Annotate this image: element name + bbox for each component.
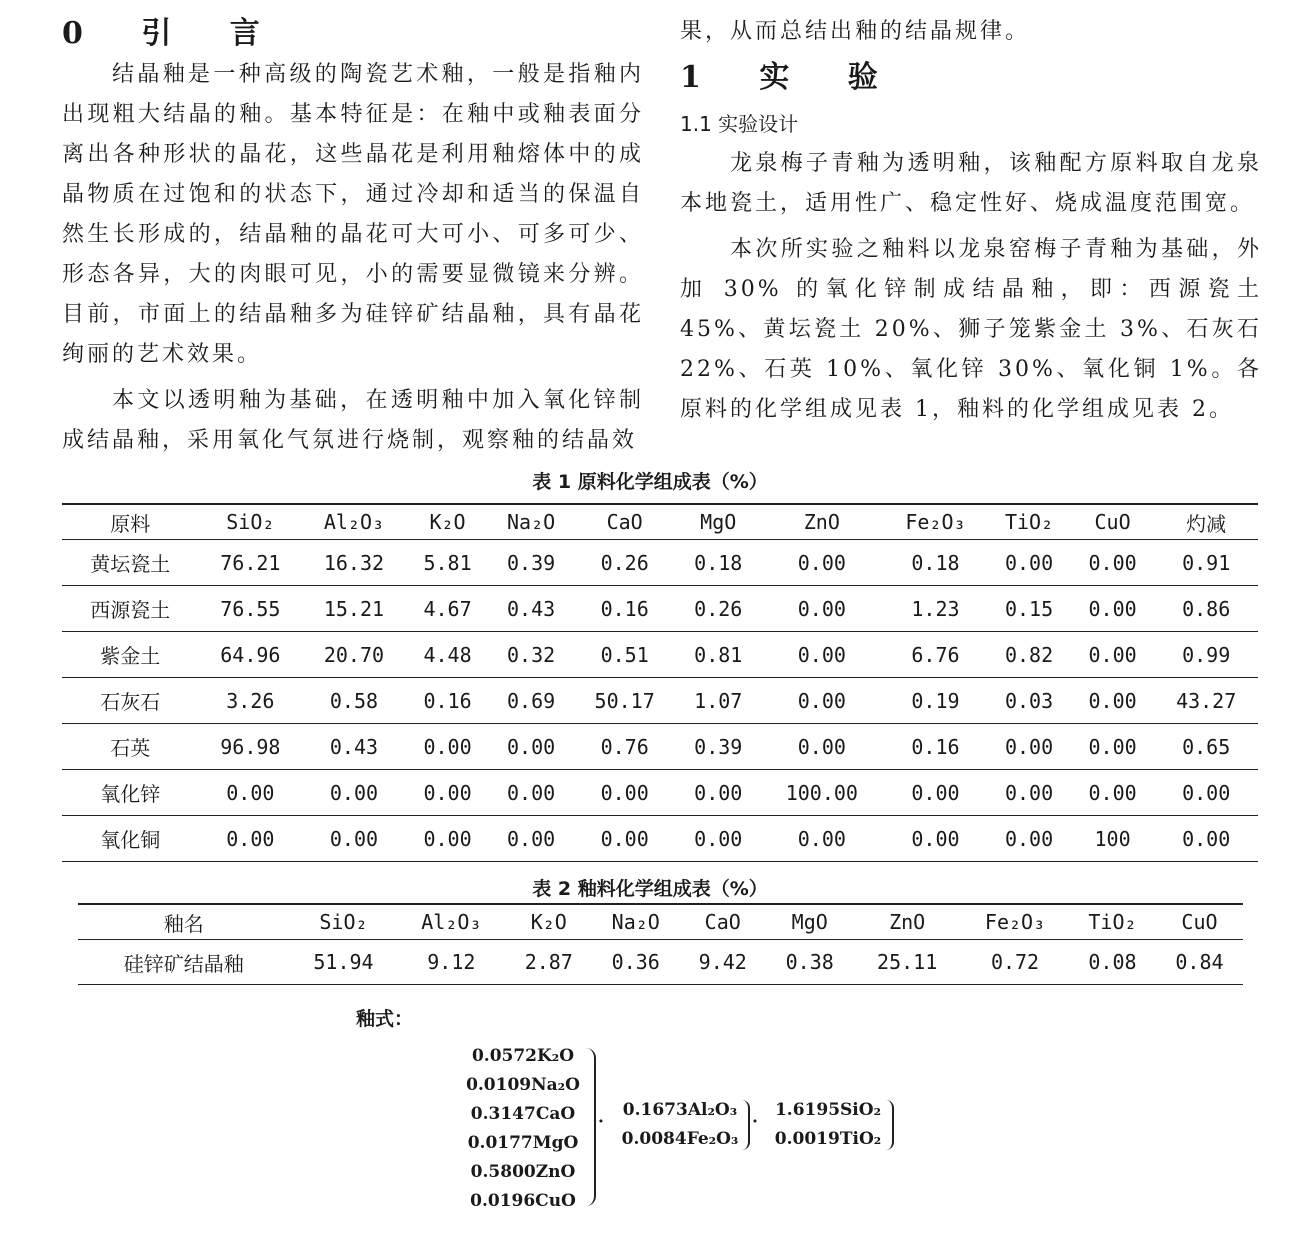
row-label: 氧化铜 <box>62 816 199 862</box>
row-label: 石英 <box>62 724 199 770</box>
table-cell: 0.65 <box>1154 724 1258 770</box>
experiment-paragraph-2: 本次所实验之釉料以龙泉窑梅子青釉为基础，外加 30% 的氧化锌制成结晶釉，即：西源瓷土 45%、黄坛瓷土 20%、狮子笼紫金土 3%、石灰石 22%、石英 10%、氧化锌 30%、氧化铜 1%。各原料的化学组成见表 1，釉料的化学组成见表 2。 <box>680 237 1262 422</box>
table-row <box>62 540 1258 586</box>
column-header: TiO₂ <box>1069 904 1156 940</box>
section-heading-intro: 0 引 言 <box>62 16 284 51</box>
table-row <box>62 586 1258 632</box>
table-cell: 15.21 <box>302 586 406 632</box>
table-cell: 0.00 <box>302 816 406 862</box>
table-raw-materials <box>62 503 1258 862</box>
table-cell: 0.76 <box>573 724 677 770</box>
table-cell: 4.67 <box>406 586 490 632</box>
table-cell: 0.00 <box>1071 632 1155 678</box>
formula-dot-2: · <box>752 1112 758 1132</box>
formula-term: 1.6195SiO₂ <box>774 1100 882 1120</box>
table-cell: 76.21 <box>199 540 303 586</box>
formula-term: 0.1673Al₂O₃ <box>622 1100 738 1120</box>
table-cell: 25.11 <box>853 940 961 985</box>
table-cell: 0.00 <box>987 816 1071 862</box>
formula-ro-group <box>458 1042 588 1216</box>
table-cell: 0.91 <box>1154 540 1258 586</box>
table-row <box>62 770 1258 816</box>
table-cell: 0.36 <box>592 940 679 985</box>
column-header: CaO <box>573 504 677 540</box>
formula-term: 0.5800ZnO <box>470 1162 576 1182</box>
table-cell: 0.00 <box>884 816 988 862</box>
table-cell: 0.32 <box>489 632 573 678</box>
table-cell: 6.76 <box>884 632 988 678</box>
formula-term: 0.0177MgO <box>467 1133 579 1153</box>
table-cell: 0.00 <box>489 770 573 816</box>
column-header: 釉名 <box>78 904 290 940</box>
column-header: Na₂O <box>592 904 679 940</box>
table-row <box>62 724 1258 770</box>
table-cell: 76.55 <box>199 586 303 632</box>
column-header: ZnO <box>853 904 961 940</box>
table-row <box>62 632 1258 678</box>
table1-caption: 表 1 原料化学组成表（%） <box>532 471 768 493</box>
row-label: 石灰石 <box>62 678 199 724</box>
table-cell: 0.39 <box>676 724 760 770</box>
column-header: Al₂O₃ <box>397 904 505 940</box>
formula-label: 釉式： <box>356 1008 414 1030</box>
table-cell: 0.51 <box>573 632 677 678</box>
table-cell: 0.00 <box>676 816 760 862</box>
table-cell: 0.39 <box>489 540 573 586</box>
formula-ro2-group <box>768 1096 888 1154</box>
formula-term: 0.0019TiO₂ <box>774 1129 882 1149</box>
table-cell: 1.07 <box>676 678 760 724</box>
formula-r2o3-group <box>612 1096 748 1154</box>
brace-ro <box>586 1048 596 1206</box>
section-heading-experiment: 1 实 验 <box>680 60 902 95</box>
table-cell: 0.00 <box>199 816 303 862</box>
table-row <box>78 940 1243 985</box>
table-cell: 0.00 <box>1071 540 1155 586</box>
table-cell: 43.27 <box>1154 678 1258 724</box>
table-cell: 0.00 <box>489 816 573 862</box>
table-cell: 0.00 <box>302 770 406 816</box>
table-cell: 0.00 <box>406 816 490 862</box>
column-header: SiO₂ <box>199 504 303 540</box>
table-cell: 0.38 <box>766 940 853 985</box>
column-header: ZnO <box>760 504 884 540</box>
table-cell: 0.00 <box>573 816 677 862</box>
table-cell: 0.00 <box>760 632 884 678</box>
table-cell: 0.03 <box>987 678 1071 724</box>
formula-term: 0.3147CaO <box>470 1104 576 1124</box>
table-cell: 100.00 <box>760 770 884 816</box>
column-header: TiO₂ <box>987 504 1071 540</box>
table-cell: 3.26 <box>199 678 303 724</box>
table-cell: 0.00 <box>676 770 760 816</box>
table-cell: 0.43 <box>302 724 406 770</box>
column-header: K₂O <box>505 904 592 940</box>
column-header: Fe₂O₃ <box>884 504 988 540</box>
table-cell: 0.18 <box>676 540 760 586</box>
table-cell: 16.32 <box>302 540 406 586</box>
table-cell: 1.23 <box>884 586 988 632</box>
table-cell: 4.48 <box>406 632 490 678</box>
table-cell: 0.00 <box>760 678 884 724</box>
table-cell: 0.81 <box>676 632 760 678</box>
table-cell: 0.16 <box>884 724 988 770</box>
table-cell: 0.26 <box>676 586 760 632</box>
intro-paragraph-2-continued: 果，从而总结出釉的结晶规律。 <box>680 19 1031 44</box>
table-cell: 5.81 <box>406 540 490 586</box>
table-cell: 0.00 <box>884 770 988 816</box>
formula-term: 0.0196CuO <box>470 1191 576 1211</box>
table-cell: 0.00 <box>1154 816 1258 862</box>
brace-r2o3 <box>742 1100 750 1150</box>
brace-ro2 <box>886 1100 894 1150</box>
table-cell: 0.00 <box>760 540 884 586</box>
table-cell: 51.94 <box>290 940 398 985</box>
column-header: 原料 <box>62 504 199 540</box>
column-header: CuO <box>1071 504 1155 540</box>
table-cell: 100 <box>1071 816 1155 862</box>
column-header: SiO₂ <box>290 904 398 940</box>
column-header: Na₂O <box>489 504 573 540</box>
table-cell: 0.00 <box>987 540 1071 586</box>
table-cell: 0.00 <box>406 770 490 816</box>
table-cell: 64.96 <box>199 632 303 678</box>
row-label: 氧化锌 <box>62 770 199 816</box>
formula-term: 0.0084Fe₂O₃ <box>621 1129 739 1149</box>
table-cell: 0.86 <box>1154 586 1258 632</box>
column-header: 灼减 <box>1154 504 1258 540</box>
table-cell: 0.16 <box>406 678 490 724</box>
table-cell: 0.08 <box>1069 940 1156 985</box>
table-cell: 9.42 <box>679 940 766 985</box>
intro-paragraph-1: 结晶釉是一种高级的陶瓷艺术釉，一般是指釉内出现粗大结晶的釉。基本特征是：在釉中或釉表面分离出各种形状的晶花，这些晶花是利用釉熔体中的成晶物质在过饱和的状态下，通过冷却和适当的保温自然生长形成的，结晶釉的晶花可大可小、可多可少、形态各异，大的肉眼可见，小的需要显微镜来分辨。目前，市面上的结晶釉多为硅锌矿结晶釉，具有晶花绚丽的艺术效果。 <box>62 62 644 367</box>
table-cell: 2.87 <box>505 940 592 985</box>
table-cell: 0.69 <box>489 678 573 724</box>
table-cell: 96.98 <box>199 724 303 770</box>
table-cell: 0.18 <box>884 540 988 586</box>
table-cell: 0.82 <box>987 632 1071 678</box>
table-cell: 0.99 <box>1154 632 1258 678</box>
intro-paragraph-2: 本文以透明釉为基础，在透明釉中加入氧化锌制成结晶釉，采用氧化气氛进行烧制，观察釉的结晶效 <box>62 388 644 453</box>
table-cell: 0.00 <box>760 724 884 770</box>
table-cell: 0.00 <box>987 770 1071 816</box>
column-header: MgO <box>676 504 760 540</box>
table-cell: 0.00 <box>1154 770 1258 816</box>
row-label: 硅锌矿结晶釉 <box>78 940 290 985</box>
table-cell: 0.00 <box>573 770 677 816</box>
table-cell: 0.19 <box>884 678 988 724</box>
formula-term: 0.0572K₂O <box>471 1046 575 1066</box>
table-cell: 0.00 <box>1071 724 1155 770</box>
subsection-heading: 1.1 实验设计 <box>680 112 799 136</box>
table-row <box>62 816 1258 862</box>
table-cell: 0.00 <box>760 586 884 632</box>
table-cell: 0.16 <box>573 586 677 632</box>
table-cell: 0.72 <box>961 940 1069 985</box>
table-cell: 0.00 <box>489 724 573 770</box>
table-cell: 0.00 <box>1071 770 1155 816</box>
table-cell: 0.00 <box>1071 678 1155 724</box>
row-label: 黄坛瓷土 <box>62 540 199 586</box>
table-cell: 0.26 <box>573 540 677 586</box>
table-cell: 20.70 <box>302 632 406 678</box>
table-cell: 0.00 <box>199 770 303 816</box>
table-cell: 0.43 <box>489 586 573 632</box>
experiment-paragraph-1: 龙泉梅子青釉为透明釉，该釉配方原料取自龙泉本地瓷土，适用性广、稳定性好、烧成温度范围宽。 <box>680 151 1262 216</box>
table-cell: 0.00 <box>1071 586 1155 632</box>
table2-caption: 表 2 釉料化学组成表（%） <box>532 878 768 900</box>
column-header: CaO <box>679 904 766 940</box>
table-cell: 9.12 <box>397 940 505 985</box>
row-label: 西源瓷土 <box>62 586 199 632</box>
column-header: MgO <box>766 904 853 940</box>
formula-dot: · <box>598 1112 604 1132</box>
table-glaze-composition <box>78 903 1243 985</box>
column-header: Fe₂O₃ <box>961 904 1069 940</box>
column-header: CuO <box>1156 904 1243 940</box>
table-cell: 0.00 <box>760 816 884 862</box>
row-label: 紫金土 <box>62 632 199 678</box>
table-cell: 0.58 <box>302 678 406 724</box>
table-cell: 0.15 <box>987 586 1071 632</box>
table-cell: 0.00 <box>987 724 1071 770</box>
table-cell: 0.00 <box>406 724 490 770</box>
table-cell: 0.84 <box>1156 940 1243 985</box>
column-header: K₂O <box>406 504 490 540</box>
table-cell: 50.17 <box>573 678 677 724</box>
table-row <box>62 678 1258 724</box>
formula-term: 0.0109Na₂O <box>466 1075 580 1095</box>
column-header: Al₂O₃ <box>302 504 406 540</box>
